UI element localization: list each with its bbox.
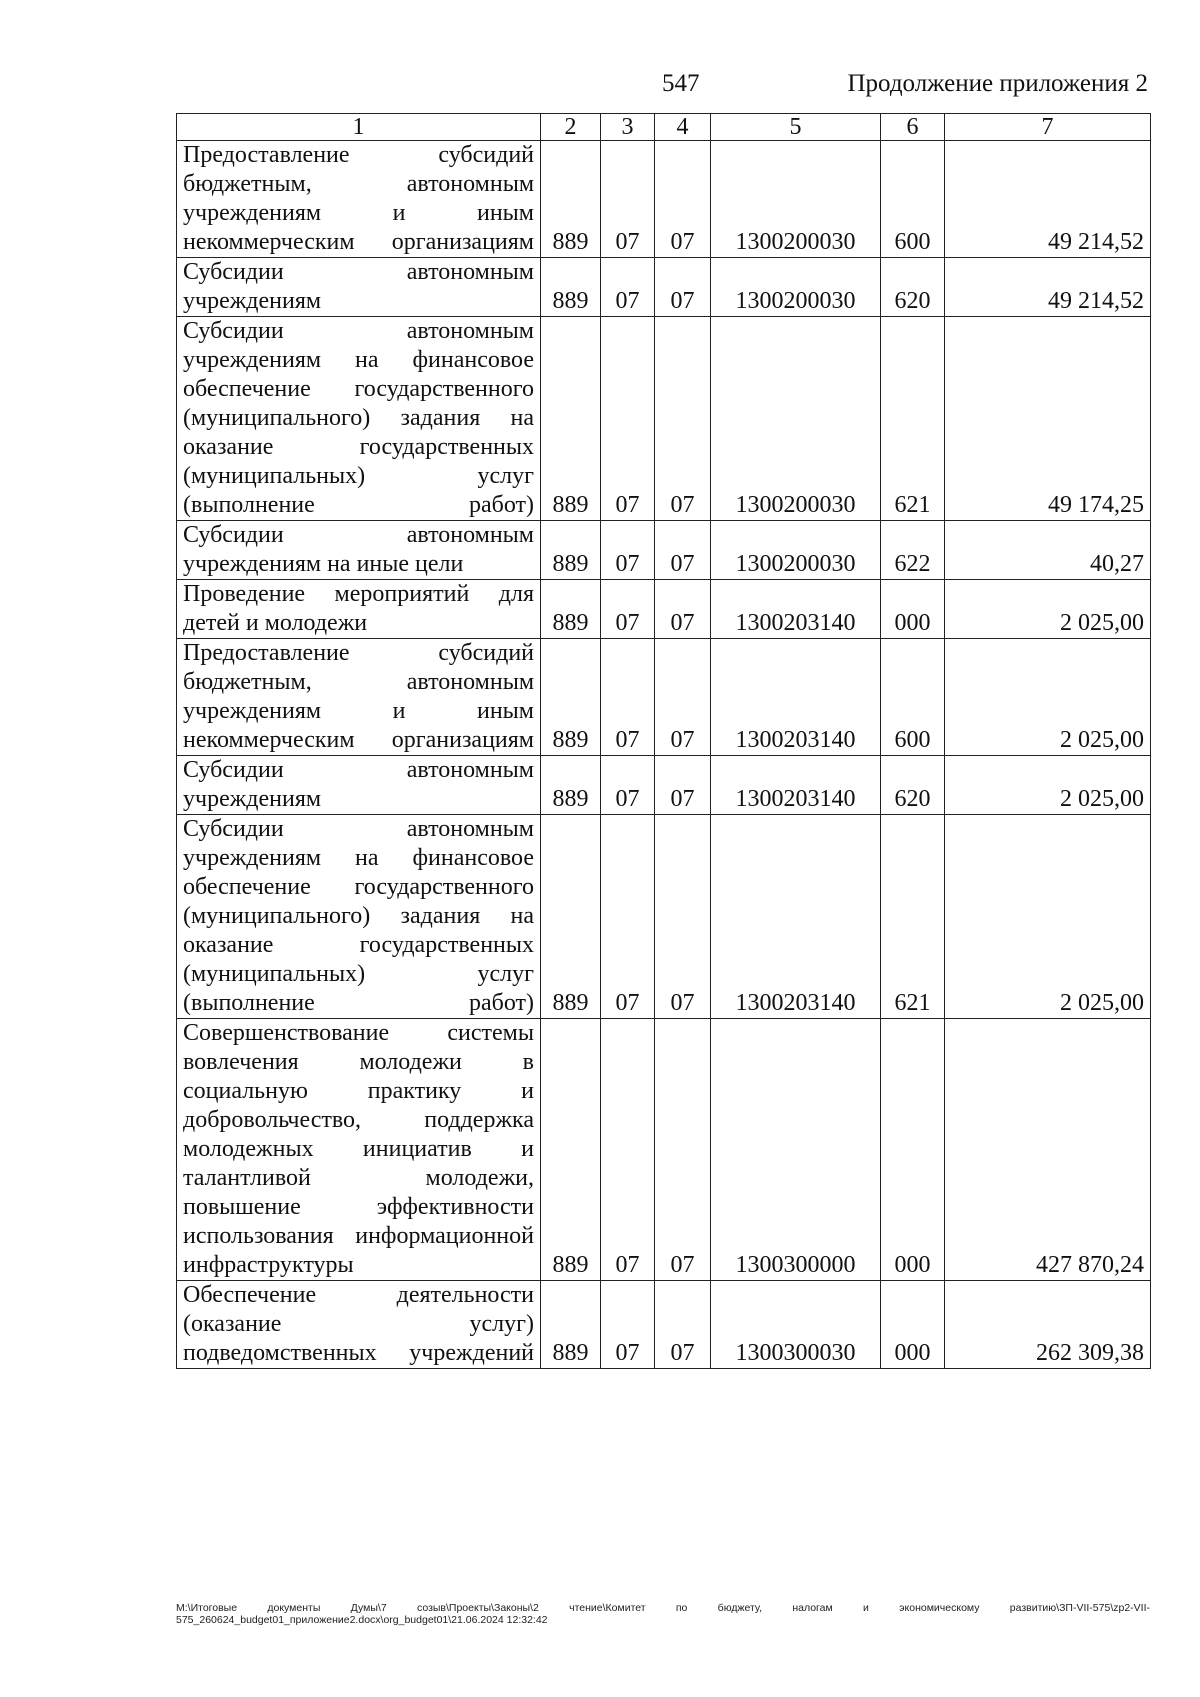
continuation-title: Продолжение приложения 2 — [847, 70, 1148, 97]
row-expense-type: 621 — [881, 815, 945, 1019]
row-target-article: 1300203140 — [711, 580, 881, 639]
row-admin-code: 889 — [541, 815, 601, 1019]
row-admin-code: 889 — [541, 317, 601, 521]
row-amount: 427 870,24 — [945, 1019, 1151, 1281]
row-expense-type: 620 — [881, 756, 945, 815]
row-target-article: 1300200030 — [711, 317, 881, 521]
row-name: Предоставление субсидий бюджетным, автономным учреждениям и иным некоммерческим организациям — [177, 639, 541, 756]
table-row — [177, 1019, 1151, 1281]
row-amount: 49 174,25 — [945, 317, 1151, 521]
column-header: 7 — [945, 114, 1151, 141]
row-amount: 2 025,00 — [945, 815, 1151, 1019]
table-row — [177, 317, 1151, 521]
table-header-row — [177, 114, 1151, 141]
row-name: Субсидии автономным учреждениям на иные цели — [177, 521, 541, 580]
page-number: 547 — [662, 70, 700, 97]
row-section: 07 — [601, 815, 655, 1019]
table-row — [177, 815, 1151, 1019]
row-target-article: 1300200030 — [711, 141, 881, 258]
column-header: 5 — [711, 114, 881, 141]
row-admin-code: 889 — [541, 1019, 601, 1281]
row-subsection: 07 — [655, 1281, 711, 1369]
row-target-article: 1300300000 — [711, 1019, 881, 1281]
row-name: Предоставление субсидий бюджетным, автономным учреждениям и иным некоммерческим организациям — [177, 141, 541, 258]
row-name: Субсидии автономным учреждениям — [177, 756, 541, 815]
row-amount: 49 214,52 — [945, 141, 1151, 258]
row-expense-type: 600 — [881, 639, 945, 756]
row-subsection: 07 — [655, 756, 711, 815]
row-subsection: 07 — [655, 521, 711, 580]
column-header: 6 — [881, 114, 945, 141]
row-expense-type: 000 — [881, 1019, 945, 1281]
table-row — [177, 639, 1151, 756]
row-target-article: 1300200030 — [711, 258, 881, 317]
budget-table — [176, 113, 1151, 1369]
table-row — [177, 1281, 1151, 1369]
row-subsection: 07 — [655, 317, 711, 521]
row-expense-type: 621 — [881, 317, 945, 521]
table-row — [177, 756, 1151, 815]
row-subsection: 07 — [655, 1019, 711, 1281]
footer-file-path: M:\Итоговые документы Думы\7 созыв\Проекты\Законы\2 чтение\Комитет по бюджету, налогам и экономическому развитию\ЗП-VII-575\zp2-VII-575_260624_budget01_приложение2.docx\org_budget01\21.06.2024 12:32:42 — [176, 1602, 1150, 1626]
row-name: Субсидии автономным учреждениям на финансовое обеспечение государственного (муниципального) задания на оказание государственных (муниципальных) услуг (выполнение работ) — [177, 317, 541, 521]
row-admin-code: 889 — [541, 258, 601, 317]
row-section: 07 — [601, 521, 655, 580]
row-admin-code: 889 — [541, 639, 601, 756]
row-section: 07 — [601, 141, 655, 258]
row-name: Совершенствование системы вовлечения молодежи в социальную практику и добровольчество, поддержка молодежных инициатив и талантливой молодежи, повышение эффективности использования информационной инфраструктуры — [177, 1019, 541, 1281]
row-section: 07 — [601, 580, 655, 639]
row-amount: 2 025,00 — [945, 756, 1151, 815]
row-section: 07 — [601, 756, 655, 815]
row-section: 07 — [601, 258, 655, 317]
row-admin-code: 889 — [541, 141, 601, 258]
row-name: Проведение мероприятий для детей и молодежи — [177, 580, 541, 639]
row-expense-type: 600 — [881, 141, 945, 258]
row-admin-code: 889 — [541, 756, 601, 815]
row-name: Субсидии автономным учреждениям на финансовое обеспечение государственного (муниципального) задания на оказание государственных (муниципальных) услуг (выполнение работ) — [177, 815, 541, 1019]
row-target-article: 1300200030 — [711, 521, 881, 580]
row-amount: 49 214,52 — [945, 258, 1151, 317]
row-amount: 40,27 — [945, 521, 1151, 580]
row-name: Обеспечение деятельности (оказание услуг) подведомственных учреждений — [177, 1281, 541, 1369]
row-subsection: 07 — [655, 639, 711, 756]
table-row — [177, 521, 1151, 580]
table-row — [177, 580, 1151, 639]
row-expense-type: 622 — [881, 521, 945, 580]
row-subsection: 07 — [655, 815, 711, 1019]
row-target-article: 1300203140 — [711, 815, 881, 1019]
row-amount: 262 309,38 — [945, 1281, 1151, 1369]
row-amount: 2 025,00 — [945, 580, 1151, 639]
row-subsection: 07 — [655, 141, 711, 258]
row-admin-code: 889 — [541, 521, 601, 580]
row-target-article: 1300300030 — [711, 1281, 881, 1369]
table-row — [177, 141, 1151, 258]
column-header: 2 — [541, 114, 601, 141]
row-admin-code: 889 — [541, 580, 601, 639]
row-amount: 2 025,00 — [945, 639, 1151, 756]
column-header: 1 — [177, 114, 541, 141]
row-subsection: 07 — [655, 258, 711, 317]
row-section: 07 — [601, 1281, 655, 1369]
row-section: 07 — [601, 317, 655, 521]
row-section: 07 — [601, 639, 655, 756]
row-expense-type: 000 — [881, 580, 945, 639]
column-header: 4 — [655, 114, 711, 141]
row-target-article: 1300203140 — [711, 639, 881, 756]
row-section: 07 — [601, 1019, 655, 1281]
table-row — [177, 258, 1151, 317]
column-header: 3 — [601, 114, 655, 141]
row-expense-type: 000 — [881, 1281, 945, 1369]
row-target-article: 1300203140 — [711, 756, 881, 815]
row-admin-code: 889 — [541, 1281, 601, 1369]
row-subsection: 07 — [655, 580, 711, 639]
row-name: Субсидии автономным учреждениям — [177, 258, 541, 317]
row-expense-type: 620 — [881, 258, 945, 317]
